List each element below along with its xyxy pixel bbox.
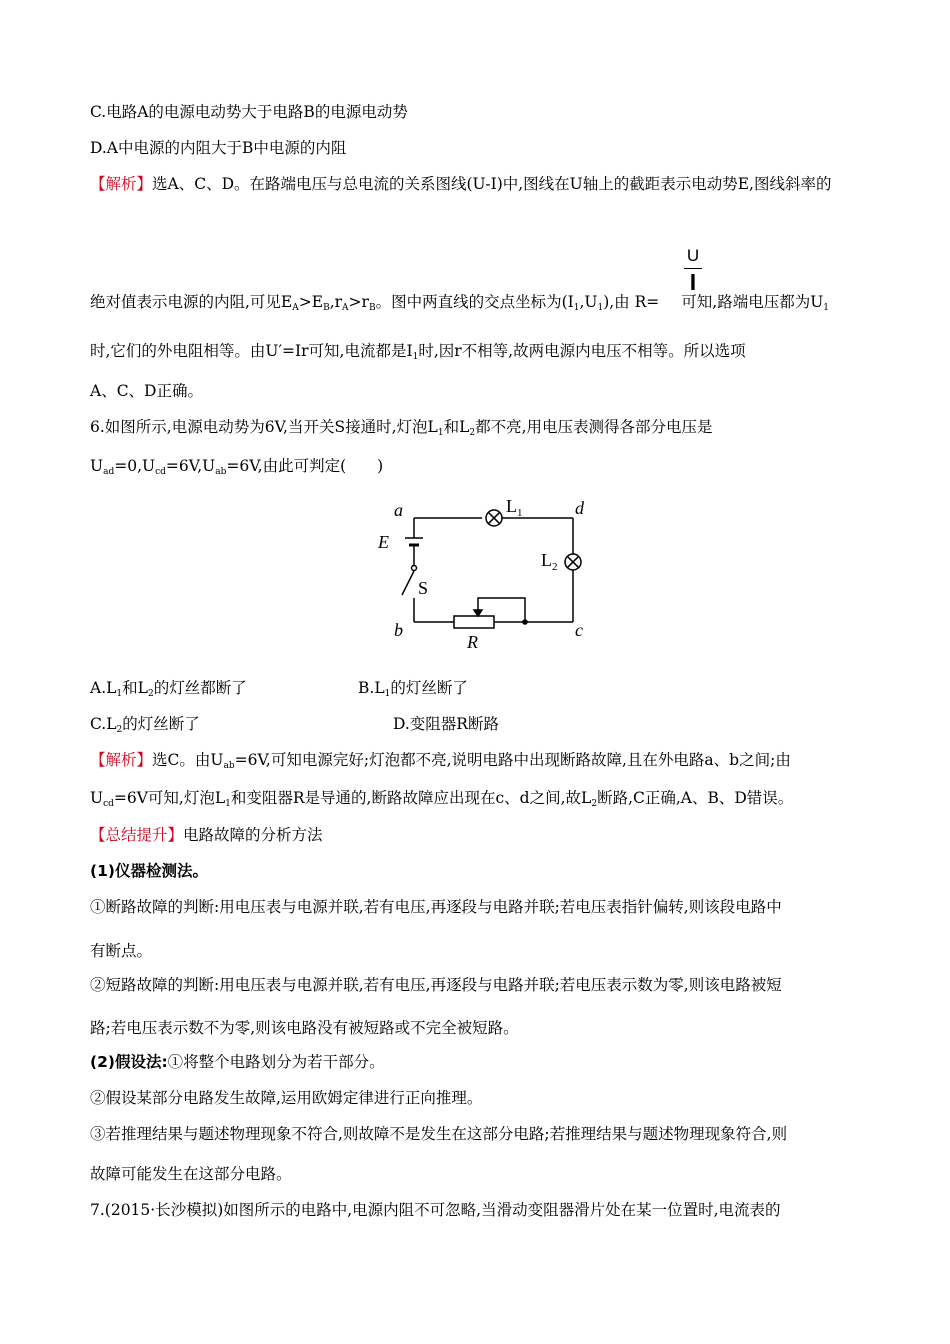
method2-para2: ②假设某部分电路发生故障,运用欧姆定律进行正向推理。 xyxy=(90,1089,483,1107)
q5-option-d: D.A中电源的内阻大于B中电源的内阻 xyxy=(90,139,347,157)
q5-analysis-line4: A、C、D正确。 xyxy=(90,382,203,400)
slider-arrow-icon xyxy=(474,610,482,616)
battery-e-icon xyxy=(405,538,423,545)
q5-analysis-line2: 绝对值表示电源的内阻,可见$E_A>E_B,r_A>r_B$。图中两直线的交点坐标为$(I_1,U_1)$,由 R= 可知,路端电压都为$U_1$ xyxy=(90,293,829,313)
q5-analysis-line1 xyxy=(90,174,831,194)
q7-stem: 7.(2015·长沙模拟)如图所示的电路中,电源内阻不可忽略,当滑动变阻器滑片处在某一位置时,电流表的 xyxy=(90,1201,781,1219)
q6-condition: $U_{ad}=0,U_{cd}=6V,U_{ab}=6V$,由此可判定( ) xyxy=(90,457,384,477)
q6-option-b: $B.L_1$的灯丝断了 xyxy=(358,679,468,699)
node-label-b: b xyxy=(394,620,403,640)
q5-option-c: C.电路A的电源电动势大于电路B的电源电动势 xyxy=(90,103,408,121)
lamp-l2-icon xyxy=(565,554,581,570)
method1-para2-line1: ②短路故障的判断:用电压表与电源并联,若有电压,再逐段与电路并联;若电压表示数为零,则该电路被短 xyxy=(90,976,782,994)
switch-contact xyxy=(412,566,417,571)
q5-analysis-line3: 时,它们的外电阻相等。由U′=Ir可知,电流都是$I_1$时,因r不相等,故两电源内电压不相等。所以选项 xyxy=(90,342,746,362)
junction-dot xyxy=(522,619,528,625)
label-l1: $L_1$ xyxy=(506,496,523,519)
q6-analysis-line1: 【解析】选C。由$U_{ab}=6V$,可知电源完好;灯泡都不亮,说明电路中出现断路故障,且在外电路a、b之间;由 xyxy=(90,751,791,771)
summary-tag: 【总结提升】 xyxy=(90,826,184,844)
label-e: E xyxy=(378,532,389,552)
method1-para1-line1: ①断路故障的判断:用电压表与电源并联,若有电压,再逐段与电路并联;若电压表指针偏转,则该段电路中 xyxy=(90,898,782,916)
method2-para3-line1: ③若推理结果与题述物理现象不符合,则故障不是发生在这部分电路;若推理结果与题述物理现象符合,则 xyxy=(90,1125,788,1143)
method2-line: (2)假设法:①将整个电路划分为若干部分。 xyxy=(90,1053,385,1071)
q6-option-a: $A.L_1$和$L_2$的灯丝都断了 xyxy=(90,679,247,699)
label-s: S xyxy=(418,578,429,598)
resistor-r-icon xyxy=(454,616,494,628)
rheostat-slider-wire xyxy=(478,598,525,622)
circuit-diagram xyxy=(370,490,600,652)
method1-para2-line2: 路;若电压表示数不为零,则该电路没有被短路或不完全被短路。 xyxy=(90,1019,519,1037)
label-l2: $L_2$ xyxy=(541,550,558,573)
node-label-a: a xyxy=(394,500,403,520)
lamp-l1-icon xyxy=(486,510,502,526)
analysis-text: 选A、C、D。在路端电压与总电流的关系图线(U-I)中,图线在U轴上的截距表示电动势E,图线斜率的 xyxy=(152,175,832,193)
node-label-c: c xyxy=(575,620,583,640)
fraction-u-over-i xyxy=(684,246,702,294)
q6-option-c: $C.L_2$的灯丝断了 xyxy=(90,715,200,735)
label-r: R xyxy=(467,632,478,652)
fraction-numerator: U xyxy=(686,246,700,265)
method1-para1-line2: 有断点。 xyxy=(90,942,153,960)
method1-title: (1)仪器检测法。 xyxy=(90,862,208,880)
q6-analysis-line2: $U_{cd}=6V$可知,灯泡$L_1$和变阻器R是导通的,断路故障应出现在c、d之间,故$L_2$断路,C正确,A、B、D错误。 xyxy=(90,789,794,809)
analysis-tag: 【解析】 xyxy=(90,175,153,193)
method2-para3-line2: 故障可能发生在这部分电路。 xyxy=(90,1165,292,1183)
switch-s-icon xyxy=(402,571,414,595)
node-label-d: d xyxy=(575,498,584,518)
q6-option-d: D.变阻器R断路 xyxy=(393,715,499,733)
q6-stem: 6.如图所示,电源电动势为6V,当开关S接通时,灯泡$L_1$和$L_2$都不亮,用电压表测得各部分电压是 xyxy=(90,418,713,438)
analysis-tag: 【解析】 xyxy=(90,751,153,769)
fraction-denominator: I xyxy=(689,269,697,295)
summary-heading: 【总结提升】电路故障的分析方法 xyxy=(90,826,323,844)
